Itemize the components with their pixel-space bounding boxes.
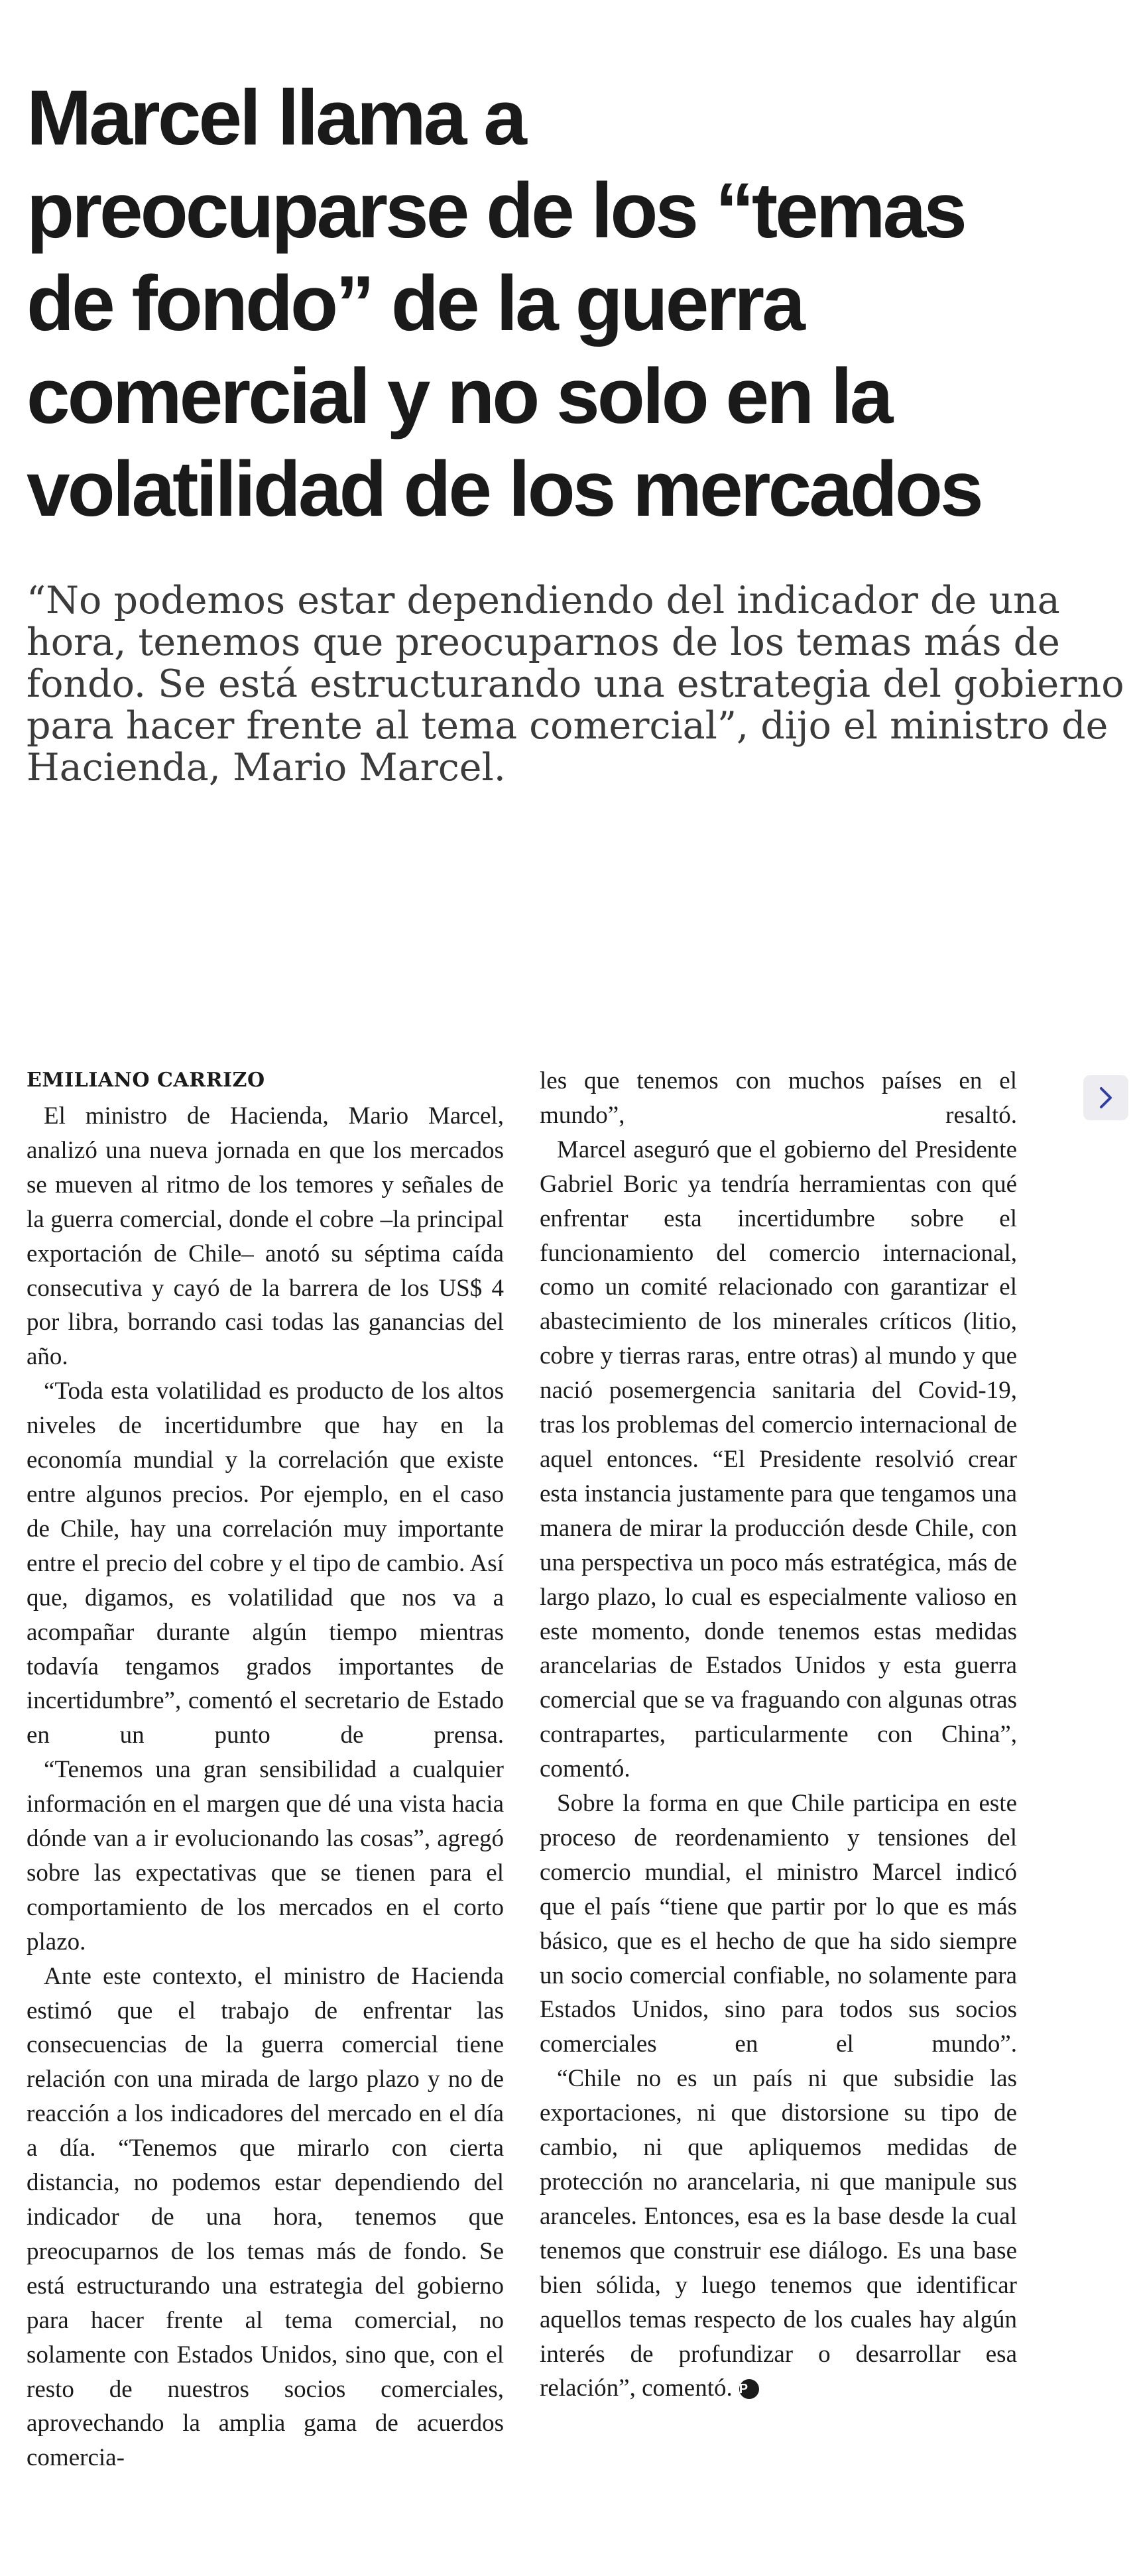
headline-line: preocuparse de los “temas [27, 167, 965, 255]
next-page-button[interactable] [1083, 1075, 1128, 1120]
headline-line: volatilidad de los mercados [27, 445, 981, 533]
article-column-right [540, 1064, 1017, 2406]
body-paragraph: Sobre la forma en que Chile participa en este proceso de reordenamiento y tensiones del comercio mundial, el ministro Marcel indicó que el país “tiene que partir por lo que es más básico, que es el hecho de que ha sido siempre un socio comercial confiable, no solamente para Estados Unidos, sino para todos sus socios comerciales en el mundo”. [540, 1790, 1017, 2058]
body-paragraph: les que tenemos con muchos países en el mundo”, resaltó. [540, 1067, 1017, 1129]
deck-line: “No podemos estar dependiendo del indicador de una [27, 579, 1060, 622]
deck-line: hora, tenemos que preocuparnos de los temas más de [27, 620, 1060, 664]
article-column-left [27, 1099, 504, 2475]
body-paragraph: “Tenemos una gran sensibilidad a cualquier información en el margen que dé una vista hacia dónde van a ir evolucionando las cosas”, agregó sobre las expectativas que se tienen para el comportamiento de los mercados en el corto plazo. [27, 1756, 504, 1956]
body-paragraph: El ministro de Hacienda, Mario Marcel, analizó una nueva jornada en que los mercados se mueven al ritmo de los temores y señales de la guerra comercial, donde el cobre –la principal exportación de Chile– anotó su séptima caída consecutiva y cayó de la barrera de los US$ 4 por libra, borrando casi todas las ganancias del año. [27, 1102, 504, 1371]
deck-quote [27, 579, 1124, 790]
headline-line: Marcel llama a [27, 74, 524, 162]
byline: EMILIANO CARRIZO [27, 1069, 265, 1092]
body-paragraph: Ante este contexto, el ministro de Hacienda estimó que el trabajo de enfrentar las consecuencias de la guerra comercial tiene relación con una mirada de largo plazo y no de reacción a los indicadores del mercado en el día a día. “Tenemos que mirarlo con cierta distancia, no podemos estar dependiendo del indicador de una hora, tenemos que preocuparnos de los temas más de fondo. Se está estructurando una estrategia del gobierno para hacer frente al tema comercial, no solamente con Estados Unidos, sino que, con el resto de nuestros socios comerciales, aprovechando la amplia gama de acuerdos comercia- [27, 1962, 504, 2472]
chevron-right-icon [1096, 1084, 1116, 1111]
deck-line: fondo. Se está estructurando una estrategia del gobierno [27, 662, 1124, 706]
body-paragraph-final [540, 2062, 1017, 2406]
end-of-article-mark: P [739, 2379, 759, 2399]
deck-line: para hacer frente al tema comercial”, dijo el ministro de [27, 704, 1108, 748]
headline-line: de fondo” de la guerra [27, 260, 803, 347]
body-paragraph: Marcel aseguró que el gobierno del Presidente Gabriel Boric ya tendría herramientas con qué enfrentar esta incertidumbre sobre el funcionamiento del comercio internacional, como un comité relacionado con garantizar el abastecimiento de los minerales críticos (litio, cobre y tierras raras, entre otras) al mundo y que nació posemergencia sanitaria del Covid-19, tras los problemas del comercio internacional de aquel entonces. “El Presidente resolvió crear esta instancia justamente para que tengamos una manera de mirar la producción desde Chile, con una perspectiva un poco más estratégica, más de largo plazo, lo cual es especialmente valioso en este momento, donde tenemos estas medidas arancelarias de Estados Unidos y esta guerra comercial que se va fraguando con algunas otras contrapartes, particularmente con China”, comentó. [540, 1136, 1017, 1783]
body-paragraph: “Toda esta volatilidad es producto de los altos niveles de incertidumbre que hay en la economía mundial y la correlación que existe entre algunos precios. Por ejemplo, en el caso de Chile, hay una correlación muy importante entre el precio del cobre y el tipo de cambio. Así que, digamos, es volatilidad que nos va a acompañar durante algún tiempo mientras todavía tengamos grados importantes de incertidumbre”, comentó el secretario de Estado en un punto de prensa. [27, 1377, 504, 1749]
headline-line: comercial y no solo en la [27, 353, 891, 440]
final-paragraph-text: “Chile no es un país ni que subsidie las exportaciones, ni que distorsione su tipo de cambio, ni que apliquemos medidas de protección no arancelaria, ni que manipule sus aranceles. Entonces, esa es la base desde la cual tenemos que construir ese diálogo. Es una base bien sólida, y luego tenemos que identificar aquellos temas respecto de los cuales hay algún interés de profundizar o desarrollar esa relación”, comentó. [540, 2065, 1017, 2402]
deck-line: Hacienda, Mario Marcel. [27, 746, 506, 790]
headline [27, 72, 1061, 536]
